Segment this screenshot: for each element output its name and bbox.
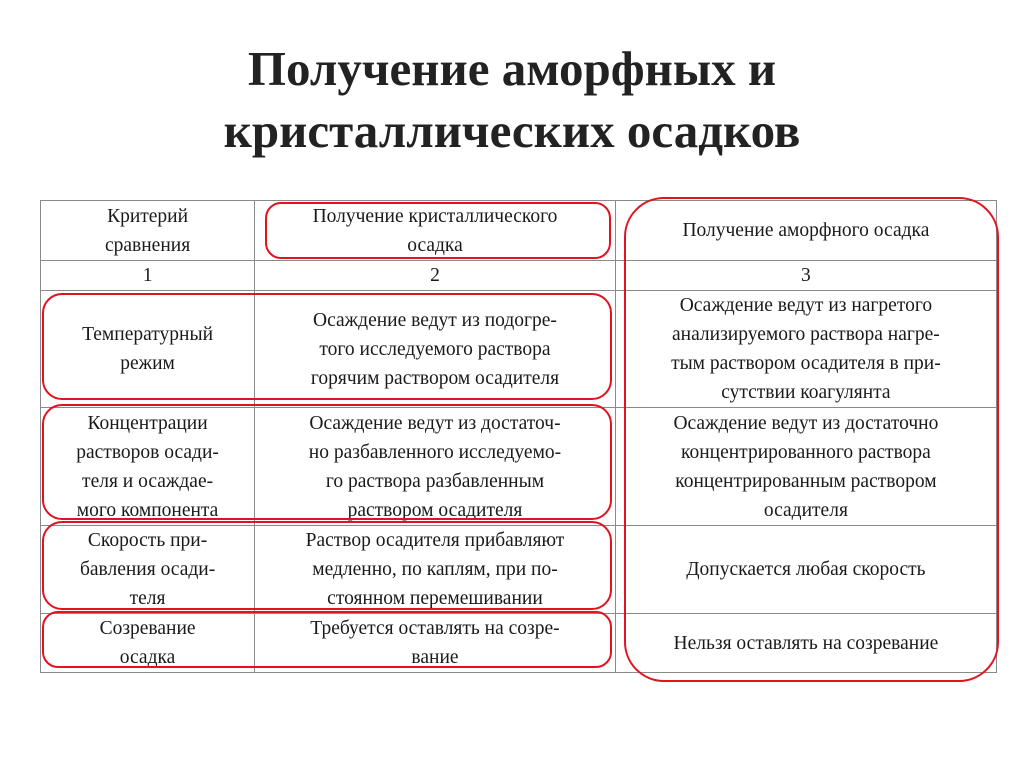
amorphous-cell: Нельзя оставлять на созревание <box>615 614 996 673</box>
table-number-row <box>41 261 997 291</box>
table-row <box>41 291 997 408</box>
table-header-row <box>41 201 997 261</box>
comparison-table <box>40 200 997 673</box>
column-number: 3 <box>615 261 996 291</box>
crystalline-cell: Осаждение ведут из достаточ- но разбавленного исследуемо- го раствора разбавленным раствором осадителя <box>255 408 616 526</box>
criterion-cell: Скорость при- бавления осади- теля <box>41 526 255 614</box>
crystalline-cell: Раствор осадителя прибавляют медленно, по каплям, при по- стоянном перемешивании <box>255 526 616 614</box>
title-line-1: Получение аморфных и <box>247 41 777 96</box>
slide-title <box>0 38 1024 162</box>
crystalline-cell: Требуется оставлять на созре- вание <box>255 614 616 673</box>
amorphous-cell: Осаждение ведут из достаточно концентрированного раствора концентрированным раствором осадителя <box>615 408 996 526</box>
header-criterion: Критерий сравнения <box>41 201 255 261</box>
criterion-cell: Созревание осадка <box>41 614 255 673</box>
header-amorphous: Получение аморфного осадка <box>615 201 996 261</box>
table-row <box>41 614 997 673</box>
amorphous-cell: Допускается любая скорость <box>615 526 996 614</box>
column-number: 2 <box>255 261 616 291</box>
header-crystalline: Получение кристаллического осадка <box>255 201 616 261</box>
column-number: 1 <box>41 261 255 291</box>
amorphous-cell: Осаждение ведут из нагретого анализируемого раствора нагре- тым раствором осадителя в при- сутствии коагулянта <box>615 291 996 408</box>
criterion-cell: Концентрации растворов осади- теля и осаждае- мого компонента <box>41 408 255 526</box>
criterion-cell: Температурный режим <box>41 291 255 408</box>
title-line-2: кристаллических осадков <box>223 103 801 158</box>
crystalline-cell: Осаждение ведут из подогре- того исследуемого раствора горячим раствором осадителя <box>255 291 616 408</box>
table-row <box>41 408 997 526</box>
table-row <box>41 526 997 614</box>
